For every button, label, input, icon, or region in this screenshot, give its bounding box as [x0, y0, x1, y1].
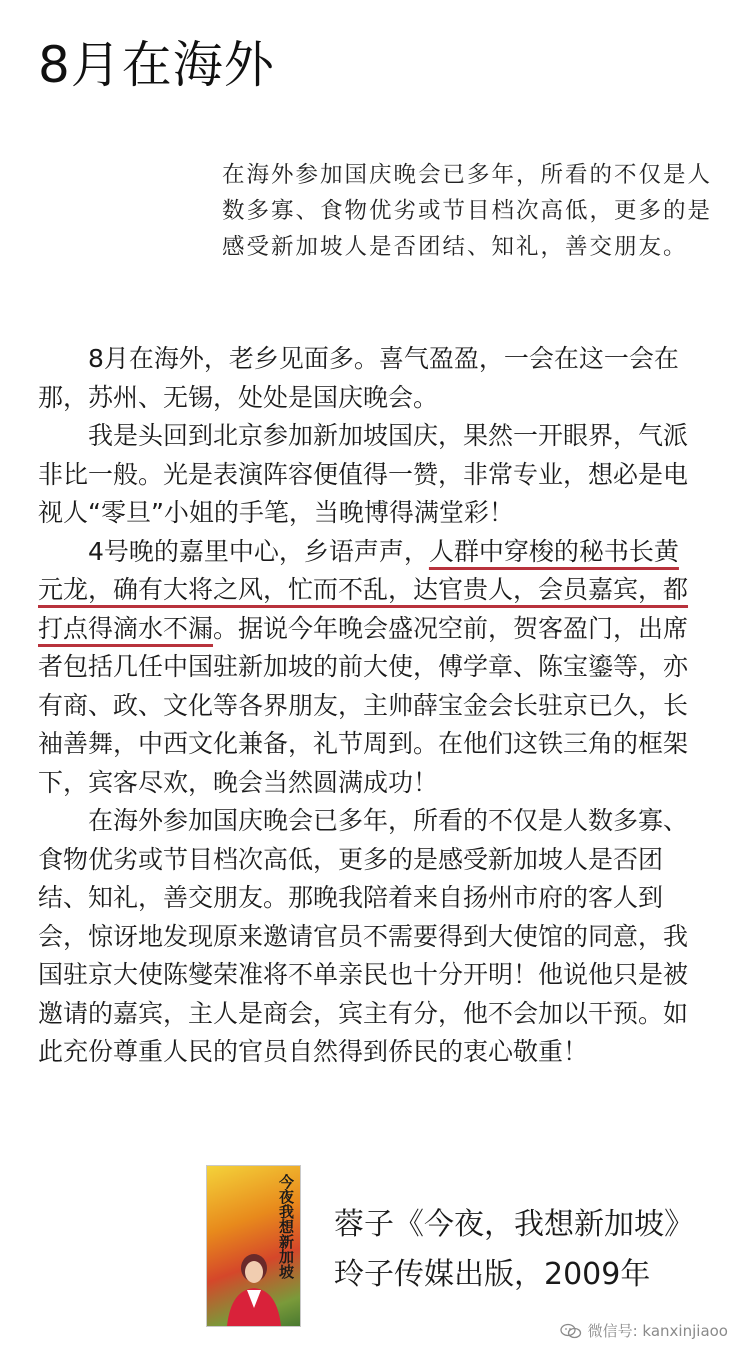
body-line: 袖善舞，中西文化兼备，礼节周到。在他们这铁三角的框架 — [38, 729, 689, 758]
body-line: 结、知礼，善交朋友。那晚我陪着来自扬州市府的客人到 — [38, 883, 664, 912]
body-line: 在海外参加国庆晚会已多年，所看的不仅是人数多寡、 — [38, 806, 689, 835]
body-line — [38, 533, 728, 572]
book-cover-image — [206, 1165, 301, 1327]
author-figure — [223, 1246, 285, 1326]
body-text-segment: 4号晚的嘉里中心，乡语声声， — [38, 536, 429, 566]
wechat-icon — [560, 1323, 582, 1339]
highlighted-text: 人群中穿梭的秘书长黄 — [428, 536, 679, 566]
body-line: 国驻京大使陈燮荣准将不单亲民也十分开明！他说他只是被 — [38, 960, 689, 989]
book-caption-title: 蓉子《今夜，我想新加坡》 — [334, 1207, 694, 1242]
body-line: 此充份尊重人民的官员自然得到侨民的衷心敬重！ — [38, 1037, 589, 1066]
watermark-text: 微信号: kanxinjiaoo — [587, 1322, 728, 1340]
body-line: 会，惊讶地发现原来邀请官员不需要得到大使馆的同意，我 — [38, 921, 689, 951]
page-title: 8月在海外 — [38, 36, 275, 94]
body-line: 邀请的嘉宾，主人是商会，宾主有分，他不会加以干预。如 — [38, 998, 689, 1028]
highlighted-text: 打点得滴水不漏 — [38, 613, 214, 643]
article-body — [38, 340, 728, 1072]
wechat-watermark — [560, 1320, 728, 1341]
pull-quote — [222, 157, 727, 265]
body-line: 我是头回到北京参加新加坡国庆，果然一开眼界，气派 — [38, 421, 689, 450]
book-caption — [334, 1200, 694, 1300]
body-line: 视人“零旦”小姐的手笔，当晚博得满堂彩！ — [38, 498, 514, 527]
body-line: 食物优劣或节目档次高低，更多的是感受新加坡人是否团 — [38, 844, 664, 874]
pull-quote-line: 感受新加坡人是否团结、知礼，善交朋友。 — [222, 234, 688, 260]
body-line: 那，苏州、无锡，处处是国庆晚会。 — [38, 382, 439, 412]
body-line: 下，宾客尽欢，晚会当然圆满成功！ — [38, 767, 439, 797]
pull-quote-line: 数多寡、食物优劣或节目档次高低，更多的是 — [222, 198, 713, 224]
body-line: 非比一般。光是表演阵容便值得一赞，非常专业，想必是电 — [38, 459, 689, 489]
body-line: 有商、政、文化等各界朋友，主帅薛宝金会长驻京已久，长 — [38, 690, 689, 720]
book-caption-publisher: 玲子传媒出版，2009年 — [334, 1257, 651, 1292]
highlighted-text: 元龙，确有大将之风，忙而不乱，达官贵人，会员嘉宾，都 — [38, 575, 689, 604]
body-line — [38, 610, 728, 649]
body-line: 8月在海外，老乡见面多。喜气盈盈，一会在这一会在 — [38, 344, 679, 373]
pull-quote-line: 在海外参加国庆晚会已多年，所看的不仅是人 — [222, 162, 713, 188]
book-cover-title: 今夜我想新加坡 — [277, 1174, 295, 1279]
body-line — [38, 571, 728, 610]
body-text-segment: 。据说今年晚会盛况空前，贺客盈门，出席 — [213, 613, 689, 643]
body-line: 者包括几任中国驻新加坡的前大使，傅学章、陈宝鎏等，亦 — [38, 652, 689, 681]
